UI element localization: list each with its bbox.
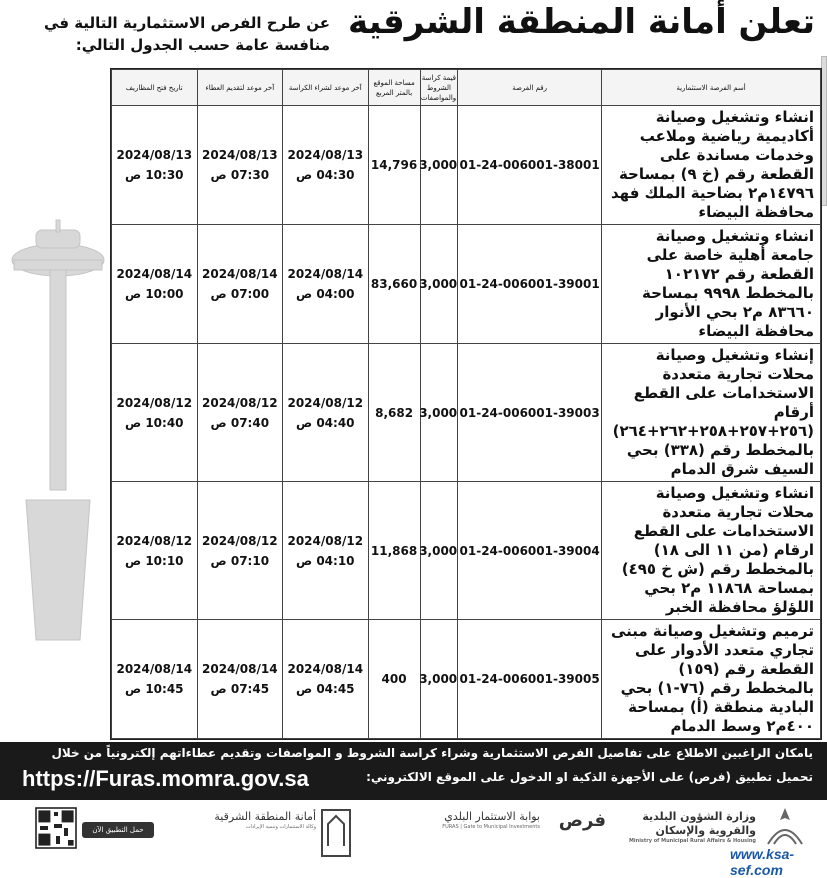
row-number (458, 620, 602, 739)
portal-name: بوابة الاستثمار البلدي (444, 810, 540, 823)
row-name: انشاء وتشغيل وصيانة أكاديمية رياضية وملاعب وخدمات مساندة على القطعة رقم (خ ٩) بمساحة ١٤٧٩٦م٢ بضاحية الملك فهد محافظة البيضاء (602, 106, 821, 225)
row-area (368, 482, 420, 620)
watermark: www.ksa-sef.com (730, 846, 795, 878)
row-fee-value: 3,000 (419, 405, 458, 420)
main-title: تعلن أمانة المنطقة الشرقية (347, 2, 815, 42)
row-submit (197, 344, 282, 482)
buy-date: 2024/08/13 (287, 148, 364, 162)
header-area: مساحة الموقع بالمتر المربع (368, 70, 420, 106)
row-submit (197, 225, 282, 344)
qr-code-icon[interactable] (36, 808, 76, 848)
amanah-name: أمانة المنطقة الشرقية (214, 810, 316, 823)
row-number (458, 482, 602, 620)
row-submit (197, 106, 282, 225)
table-row (112, 482, 821, 620)
furas-name: فرص (558, 810, 606, 831)
portal-logo (430, 810, 540, 831)
submit-date: 2024/08/14 (202, 267, 278, 281)
row-number-value: 01-24-006001-39004 (459, 543, 600, 558)
row-buy (283, 225, 368, 344)
header-buy: آخر موعد لشراء الكراسة (283, 70, 368, 106)
row-name: انشاء وتشغيل وصيانة جامعة أهلية خاصة على القطعة رقم ١٠٢١٧٢ بالمخطط ٩٩٩٨ بمساحة ٨٣٦٦٠ م٢ بحي الأنوار محافظة البيضاء (602, 225, 821, 344)
row-number-value: 01-24-006001-39005 (459, 672, 600, 686)
buy-time: 04:40 ص (296, 415, 355, 430)
submit-time: 07:10 ص (210, 553, 270, 568)
row-area (368, 620, 420, 739)
info-banner (0, 742, 827, 800)
row-buy (283, 482, 368, 620)
row-fee (420, 620, 458, 739)
open-time: 10:40 ص (125, 415, 184, 430)
row-area-value: 14,796 (370, 158, 418, 172)
open-date: 2024/08/12 (116, 395, 193, 410)
row-fee-value: 3,000 (419, 672, 458, 686)
row-open (112, 106, 198, 225)
open-date: 2024/08/14 (116, 267, 193, 281)
table-row (112, 344, 821, 482)
open-time: 10:10 ص (125, 553, 184, 568)
open-time: 10:30 ص (125, 168, 184, 182)
table-row (112, 225, 821, 344)
tower-illustration (6, 220, 104, 640)
row-buy (283, 106, 368, 225)
furas-logo (556, 810, 606, 831)
row-open (112, 482, 198, 620)
row-fee-value: 3,000 (419, 277, 458, 291)
submit-time: 07:00 ص (210, 287, 270, 301)
row-area (368, 225, 420, 344)
row-submit (197, 620, 282, 739)
app-download-badge[interactable]: حمل التطبيق الآن (82, 822, 154, 838)
header-submit: آخر موعد لتقديم العطاء (197, 70, 282, 106)
row-number (458, 106, 602, 225)
open-date: 2024/08/13 (116, 148, 193, 162)
table-header-row (112, 70, 821, 106)
row-area-value: 400 (381, 672, 407, 686)
footer-logos (0, 800, 827, 878)
submit-time: 07:30 ص (210, 168, 270, 182)
buy-time: 04:10 ص (296, 553, 355, 568)
amanah-logo (196, 810, 316, 831)
row-buy (283, 344, 368, 482)
table-row (112, 620, 821, 739)
buy-date: 2024/08/12 (287, 395, 364, 410)
row-name: انشاء وتشغيل وصيانة محلات تجارية متعددة الاستخدامات على القطع ارقام (من ١١ الى ١٨) بالمخطط رقم (ش خ ٤٩٥) بمساحة ١١٨٦٨ م٢ بحي اللؤلؤ محافظة الخبر (602, 482, 821, 620)
row-name: إنشاء وتشغيل وصيانة محلات تجارية متعددة الاستخدامات على القطع أرقام (٢٥٦+٢٥٧+٢٥٨+٢٦٢+٢٦٤) بالمخطط رقم (٣٣٨) بحي السيف شرق الدمام (602, 344, 821, 482)
furas-url-link[interactable]: https://Furas.momra.gov.sa (22, 766, 309, 791)
row-fee (420, 225, 458, 344)
ministry-name-en: Ministry of Municipal Rural Affairs & Housing (628, 838, 756, 844)
buy-time: 04:00 ص (296, 287, 355, 301)
submit-date: 2024/08/14 (202, 662, 278, 676)
table-row (112, 106, 821, 225)
submit-date: 2024/08/12 (202, 533, 278, 548)
row-fee (420, 344, 458, 482)
row-fee-value: 3,000 (419, 158, 458, 172)
amanah-sub: وكالة الاستثمارات وتنمية الإيرادات (245, 824, 316, 830)
row-open (112, 225, 198, 344)
open-time: 10:45 ص (125, 682, 184, 696)
row-buy (283, 620, 368, 739)
buy-time: 04:45 ص (296, 682, 355, 696)
submit-date: 2024/08/13 (202, 148, 278, 162)
submit-date: 2024/08/12 (202, 395, 278, 410)
buy-time: 04:30 ص (296, 168, 355, 182)
header-number: رقم الفرصة (458, 70, 602, 106)
row-area-value: 83,660 (370, 277, 418, 291)
row-number-value: 01-24-006001-39001 (459, 277, 600, 291)
row-number-value: 01-24-006001-38001 (459, 158, 600, 172)
open-time: 10:00 ص (125, 287, 184, 301)
ministry-logo-icon (760, 806, 810, 846)
portal-name-en: FURAS | Gate to Municipal Investments (442, 824, 540, 830)
opportunities-table (110, 68, 822, 740)
row-fee (420, 482, 458, 620)
buy-date: 2024/08/12 (287, 533, 364, 548)
info-line-2: تحميل تطبيق (فرص) على الأجهزة الذكية او الدخول على الموقع الالكتروني: (366, 770, 813, 784)
row-area-value: 11,868 (370, 543, 418, 558)
row-fee-value: 3,000 (419, 543, 458, 558)
ministry-name: وزارة الشؤون البلدية والقروية والإسكان (642, 810, 756, 837)
submit-time: 07:40 ص (210, 415, 270, 430)
row-number-value: 01-24-006001-39003 (459, 405, 600, 420)
row-open (112, 344, 198, 482)
row-area-value: 8,682 (375, 405, 414, 420)
row-area (368, 106, 420, 225)
submit-time: 07:45 ص (210, 682, 270, 696)
row-area (368, 344, 420, 482)
header-fee: قيمة كراسة الشروط والمواصفات (420, 70, 458, 106)
ministry-logo (626, 810, 756, 845)
buy-date: 2024/08/14 (287, 662, 364, 676)
info-line-1: يامكان الراغبين الاطلاع على تفاصيل الفرص الاستثمارية وشراء كراسة الشروط و المواصفات وتقديم عطاءاتهم إلكترونياً من خلال (51, 746, 813, 760)
open-date: 2024/08/14 (116, 662, 193, 676)
row-number (458, 344, 602, 482)
buy-date: 2024/08/14 (287, 267, 364, 281)
header-open: تاريخ فتح المظاريف (112, 70, 198, 106)
header-name: أسم الفرصة الاستثمارية (602, 70, 821, 106)
ad-header (0, 0, 827, 68)
sub-title: عن طرح الفرص الاستثمارية التالية في منافسة عامة حسب الجدول التالي: (44, 14, 330, 54)
row-fee (420, 106, 458, 225)
amanah-logo-icon (318, 806, 354, 860)
row-number (458, 225, 602, 344)
row-name: ترميم وتشغيل وصيانة مبنى تجاري متعدد الأدوار على القطعة رقم (١٥٩) بالمخطط رقم (٧٦-١) بحي البادية منطقة (أ) بمساحة ٤٠٠م٢ وسط الدمام (602, 620, 821, 739)
open-date: 2024/08/12 (116, 533, 193, 548)
row-submit (197, 482, 282, 620)
row-open (112, 620, 198, 739)
